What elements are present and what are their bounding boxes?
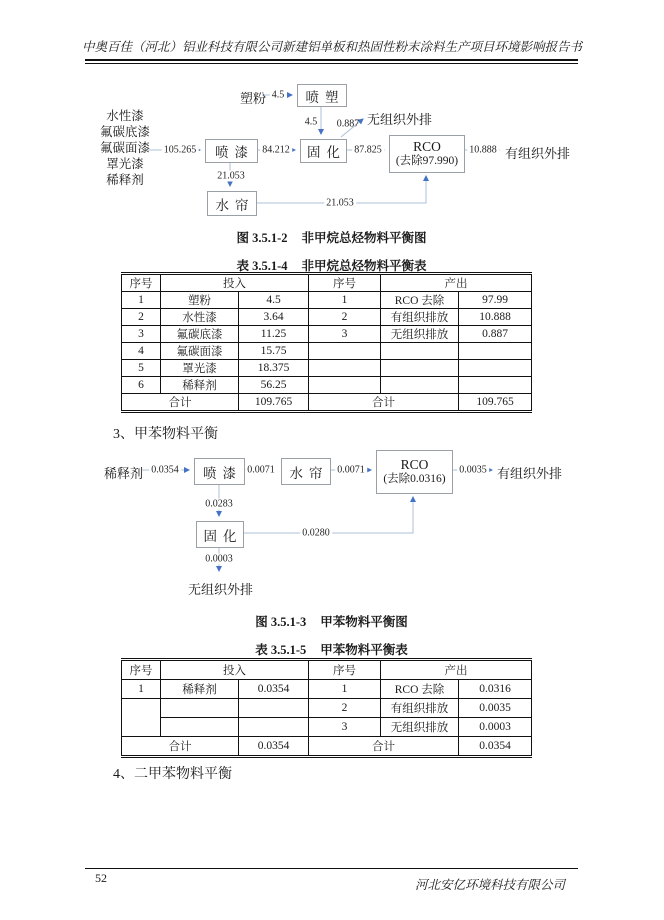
cell: 0.0003 — [459, 718, 532, 737]
cell — [381, 343, 459, 360]
outlet-fugitive-label: 无组织外排 — [188, 582, 254, 597]
flow-value: 0.0003 — [205, 553, 233, 565]
cell: 97.99 — [459, 292, 532, 309]
flow-value: 105.265 — [163, 144, 197, 156]
rco-box-title: RCO — [400, 457, 429, 472]
flow-box-curing-label: 固化 — [307, 145, 346, 160]
cell: 10.888 — [459, 309, 532, 326]
flow-value: 0.0071 — [337, 464, 365, 476]
cell: 无组织排放 — [381, 718, 459, 737]
flow-box-powder-spray — [297, 84, 347, 107]
flow-box-paint-spray-label: 喷漆 — [215, 145, 254, 160]
flow-value: 0.0354 — [151, 464, 179, 476]
flow-box-powder-spray-label: 喷塑 — [305, 89, 345, 105]
section-heading-xylene: 4、二甲苯物料平衡 — [113, 767, 232, 782]
flow-value: 21.053 — [217, 170, 245, 182]
cell — [239, 699, 309, 718]
total-label: 合计 — [122, 394, 239, 412]
cell: 有组织排放 — [381, 309, 459, 326]
header-cell: 序号 — [122, 660, 161, 680]
header-cell: 序号 — [309, 274, 381, 292]
cell: 0.0354 — [239, 680, 309, 699]
table-title: 甲苯物料平衡表 — [320, 643, 408, 657]
flow-source-label: 稀释剂 — [104, 466, 144, 481]
table-row — [122, 699, 532, 718]
outlet-fugitive-label: 无组织外排 — [367, 112, 433, 127]
cell: RCO 去除 — [381, 680, 459, 699]
flow-value: 0.0071 — [247, 464, 275, 476]
nmhc-balance-table — [121, 272, 532, 413]
flow-box-water-curtain-label: 水帘 — [215, 197, 255, 213]
table-total-row — [122, 737, 532, 757]
cell: 水性漆 — [161, 309, 239, 326]
cell: 1 — [122, 680, 161, 699]
flow-input-item: 氟碳面漆 — [99, 141, 150, 155]
cell: 罩光漆 — [161, 360, 239, 377]
total-value: 0.0354 — [239, 737, 309, 757]
flow-box-rco — [389, 135, 465, 173]
toluene-flow-diagram — [85, 448, 590, 600]
cell: 4.5 — [239, 292, 309, 309]
cell: 稀释剂 — [161, 377, 239, 394]
figure-number: 图 3.5.1-3 — [255, 615, 307, 629]
flow-box-curing — [300, 139, 347, 163]
cell: 1 — [309, 680, 381, 699]
cell: 1 — [122, 292, 161, 309]
header-cell: 投入 — [161, 660, 309, 680]
cell: 11.25 — [239, 326, 309, 343]
toluene-balance-table — [121, 658, 532, 758]
flow-value: 87.825 — [354, 144, 382, 156]
rco-box-removal: (去除0.0316) — [383, 473, 446, 486]
total-label: 合计 — [309, 394, 459, 412]
cell: RCO 去除 — [381, 292, 459, 309]
flow-box-water-curtain-label: 水帘 — [289, 465, 329, 481]
flow-box-water-curtain — [281, 458, 331, 485]
cell — [309, 377, 381, 394]
cell: 2 — [309, 309, 381, 326]
cell: 3 — [122, 326, 161, 343]
cell: 6 — [122, 377, 161, 394]
outlet-organized-label: 有组织外排 — [505, 146, 571, 161]
table-row — [122, 377, 532, 394]
cell — [459, 377, 532, 394]
total-value: 109.765 — [239, 394, 309, 412]
cell: 15.75 — [239, 343, 309, 360]
figure-number: 图 3.5.1-2 — [236, 231, 288, 245]
table-row — [122, 292, 532, 309]
total-value: 0.0354 — [459, 737, 532, 757]
header-cell: 投入 — [161, 274, 309, 292]
section-heading-toluene: 3、甲苯物料平衡 — [113, 427, 218, 442]
header-cell: 产出 — [381, 660, 532, 680]
page-header-title: 中奥百佳（河北）铝业科技有限公司新建铝单板和热固性粉末涂料生产项目环境影响报告书 — [81, 40, 582, 54]
cell — [309, 360, 381, 377]
header-cell: 序号 — [122, 274, 161, 292]
cell — [122, 699, 161, 737]
flow-value: 21.053 — [326, 197, 354, 209]
header-cell: 产出 — [381, 274, 532, 292]
cell: 0.0035 — [459, 699, 532, 718]
cell: 3.64 — [239, 309, 309, 326]
cell: 3 — [309, 326, 381, 343]
header-cell: 序号 — [309, 660, 381, 680]
cell — [161, 699, 239, 718]
flow-box-paint-spray — [205, 139, 258, 163]
flow-value: 0.0280 — [302, 527, 330, 539]
flow-box-rco — [376, 450, 453, 494]
table-row — [122, 680, 532, 699]
cell — [381, 377, 459, 394]
flow-box-water-curtain — [207, 191, 257, 216]
cell: 1 — [309, 292, 381, 309]
rco-box-removal: (去除97.990) — [395, 155, 459, 168]
cell — [309, 343, 381, 360]
table-total-row — [122, 394, 532, 412]
total-label: 合计 — [122, 737, 239, 757]
cell — [161, 718, 239, 737]
cell: 氟碳面漆 — [161, 343, 239, 360]
cell: 0.887 — [459, 326, 532, 343]
cell: 塑粉 — [161, 292, 239, 309]
flow-input-item: 罩光漆 — [106, 157, 144, 171]
flow-value: 0.0035 — [459, 464, 487, 476]
cell — [459, 343, 532, 360]
flow-box-curing-label: 固化 — [203, 528, 243, 544]
flow-value: 84.212 — [262, 144, 290, 156]
figure-title: 非甲烷总烃物料平衡图 — [301, 231, 427, 245]
flow-value: 0.0283 — [205, 498, 233, 510]
table-row — [122, 309, 532, 326]
rco-box-title: RCO — [413, 139, 441, 154]
flow-box-paint-spray-label: 喷漆 — [203, 465, 242, 481]
flow-value: 4.5 — [271, 89, 285, 101]
cell: 5 — [122, 360, 161, 377]
flow-value: 0.887 — [336, 118, 360, 130]
flow-box-curing — [196, 521, 244, 548]
flow-input-list — [97, 108, 153, 188]
cell: 稀释剂 — [161, 680, 239, 699]
figure-caption-nmhc — [85, 228, 578, 246]
table-row — [122, 718, 532, 737]
table-row — [122, 360, 532, 377]
cell: 4 — [122, 343, 161, 360]
flow-input-item: 稀释剂 — [106, 173, 144, 187]
nmhc-flow-diagram — [85, 82, 590, 228]
cell: 有组织排放 — [381, 699, 459, 718]
figure-caption-toluene — [85, 612, 578, 630]
cell: 2 — [122, 309, 161, 326]
table-row — [122, 343, 532, 360]
cell: 2 — [309, 699, 381, 718]
flow-value: 4.5 — [304, 116, 318, 128]
figure-title: 甲苯物料平衡图 — [320, 615, 408, 629]
cell: 无组织排放 — [381, 326, 459, 343]
footer-company: 河北安亿环境科技有限公司 — [414, 878, 565, 892]
table-number: 表 3.5.1-5 — [255, 643, 307, 657]
total-value: 109.765 — [459, 394, 532, 412]
page-number: 52 — [95, 871, 107, 885]
flow-box-paint-spray — [194, 458, 245, 485]
footer-divider — [85, 868, 578, 869]
cell: 3 — [309, 718, 381, 737]
cell: 56.25 — [239, 377, 309, 394]
cell — [459, 360, 532, 377]
outlet-organized-label: 有组织外排 — [497, 466, 563, 481]
flow-source-label: 塑粉 — [240, 91, 267, 106]
flow-input-item: 水性漆 — [106, 109, 144, 123]
cell: 氟碳底漆 — [161, 326, 239, 343]
cell — [239, 718, 309, 737]
total-label: 合计 — [309, 737, 459, 757]
flow-input-item: 氟碳底漆 — [99, 125, 150, 139]
cell: 0.0316 — [459, 680, 532, 699]
table-header-row — [122, 274, 532, 292]
table-number: 表 3.5.1-4 — [236, 259, 288, 273]
flow-value: 10.888 — [469, 144, 497, 156]
cell: 18.375 — [239, 360, 309, 377]
header-divider — [85, 59, 578, 64]
table-row — [122, 326, 532, 343]
cell — [381, 360, 459, 377]
table-header-row — [122, 660, 532, 680]
table-caption-toluene — [85, 640, 578, 658]
table-title: 非甲烷总烃物料平衡表 — [301, 259, 427, 273]
